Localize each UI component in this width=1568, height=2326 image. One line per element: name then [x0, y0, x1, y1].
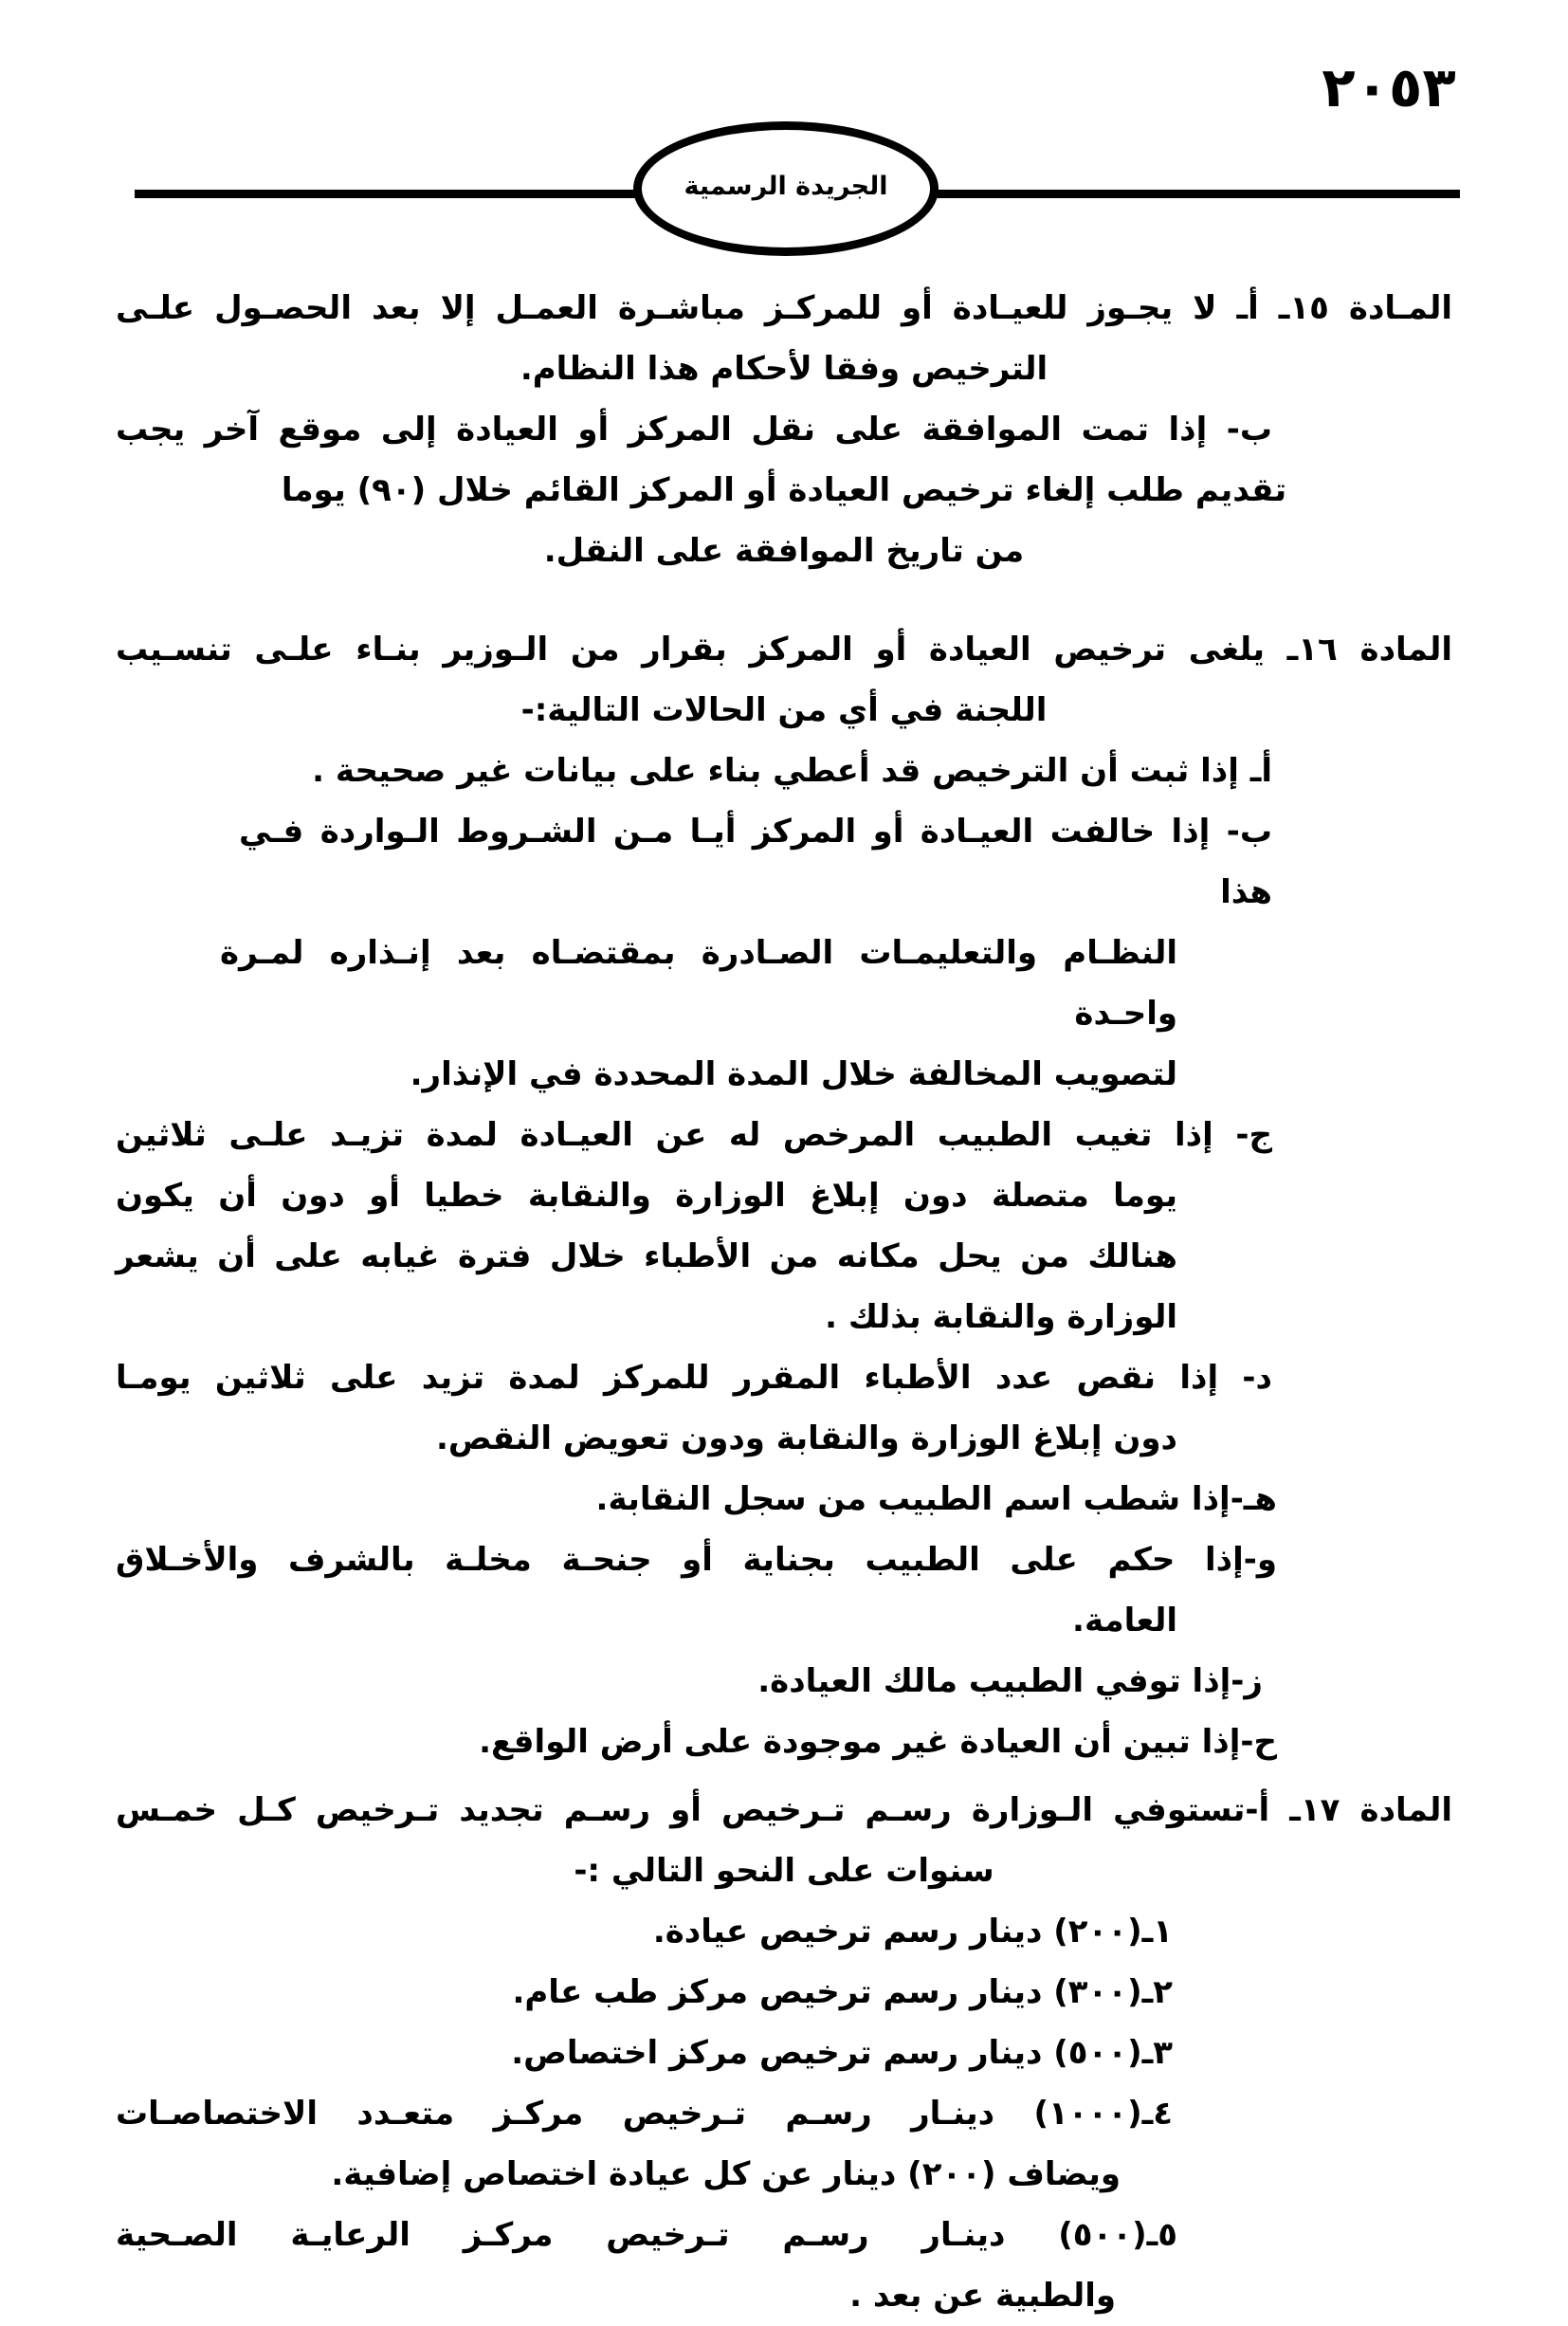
text-line: ح-إذا تبين أن العيادة غير موجودة على أرض الواقع.	[479, 1723, 1277, 1761]
text-line: اللجنة في أي من الحالات التالية:-	[520, 691, 1048, 729]
gazette-title: الجريدة الرسمية	[684, 171, 888, 201]
text-line: أـ إذا ثبت أن الترخيص قد أعطي بناء على بيانات غير صحيحة .	[312, 752, 1272, 790]
text-line: المادة ١٧ـ أ-تستوفي الـوزارة رسـم تـرخيص أو رسـم تجديد تـرخيص كـل خمـس	[116, 1791, 1452, 1829]
text-line: دون إبلاغ الوزارة والنقابة ودون تعويض النقص.	[436, 1419, 1177, 1457]
gazette-oval	[633, 121, 939, 256]
text-line: و-إذا حكم على الطبيب بجناية أو جنحـة مخلـة بالشرف والأخـلاق	[116, 1541, 1277, 1579]
text-line: العامة.	[1072, 1602, 1177, 1639]
text-line: من تاريخ الموافقة على النقل.	[543, 532, 1025, 570]
text-line: الوزارة والنقابة بذلك .	[825, 1298, 1177, 1336]
document-body	[116, 278, 1452, 2326]
text-line: سنوات على النحو التالي :-	[574, 1852, 994, 1890]
text-line: ج- إذا تغيب الطبيب المرخص له عن العيـادة لمدة تزيـد علـى ثلاثين	[116, 1116, 1272, 1154]
page-number: ٢٠٥٣	[1322, 55, 1456, 119]
text-line: ١ـ(٢٠٠) دينار رسم ترخيص عيادة.	[652, 1913, 1173, 1951]
text-line: النظـام والتعليمـات الصـادرة بمقتضـاه بعد إنـذاره لمـرة واحـدة	[220, 934, 1177, 1033]
page-header	[0, 0, 1568, 266]
text-line: ز-إذا توفي الطبيب مالك العيادة.	[757, 1662, 1263, 1700]
text-line: الترخيص وفقا لأحكام هذا النظام.	[520, 350, 1048, 388]
text-line: ب- إذا خالفت العيـادة أو المركز أيـا مـن الشـروط الـواردة فـي هذا	[239, 813, 1272, 911]
text-line: هنالك من يحل مكانه من الأطباء خلال فترة غيابه على أن يشعر	[116, 1237, 1177, 1275]
text-line: ٤ـ(١٠٠٠) دينـار رسـم تـرخيص مركـز متعـدد الاختصاصـات	[116, 2095, 1173, 2133]
text-line: يوما متصلة دون إبلاغ الوزارة والنقابة خطيا أو دون أن يكون	[116, 1177, 1177, 1215]
text-line: المادة ١٦ـ يلغى ترخيص العيادة أو المركز بقرار من الـوزير بنـاء علـى تنسـيب	[116, 631, 1452, 668]
text-line: ويضاف (٢٠٠) دينار عن كل عيادة اختصاص إضافية.	[331, 2155, 1121, 2193]
text-line: المـادة ١٥ـ أـ لا يجـوز للعيـادة أو للمركـز مباشـرة العمـل إلا بعد الحصـول علـى	[116, 289, 1452, 327]
text-line: ٢ـ(٣٠٠) دينار رسم ترخيص مركز طب عام.	[512, 1973, 1173, 2011]
text-line: ب- إذا تمت الموافقة على نقل المركز أو العيادة إلى موقع آخر يجب	[116, 411, 1272, 449]
text-line: لتصويب المخالفة خلال المدة المحددة في الإنذار.	[410, 1055, 1177, 1093]
text-line: والطبية عن بعد .	[849, 2277, 1116, 2315]
text-line: ٣ـ(٥٠٠) دينار رسم ترخيص مركز اختصاص.	[511, 2034, 1173, 2072]
text-line: تقديم طلب إلغاء ترخيص العيادة أو المركز القائم خلال (٩٠) يوما	[281, 471, 1287, 509]
text-line: هـ-إذا شطب اسم الطبيب من سجل النقابة.	[595, 1480, 1277, 1518]
text-line: ٥ـ(٥٠٠) دينـار رسـم تـرخيص مركـز الرعايـة الصـحية	[116, 2216, 1177, 2254]
text-line: د- إذا نقص عدد الأطباء المقرر للمركز لمدة تزيد على ثلاثين يومـا	[116, 1359, 1272, 1397]
